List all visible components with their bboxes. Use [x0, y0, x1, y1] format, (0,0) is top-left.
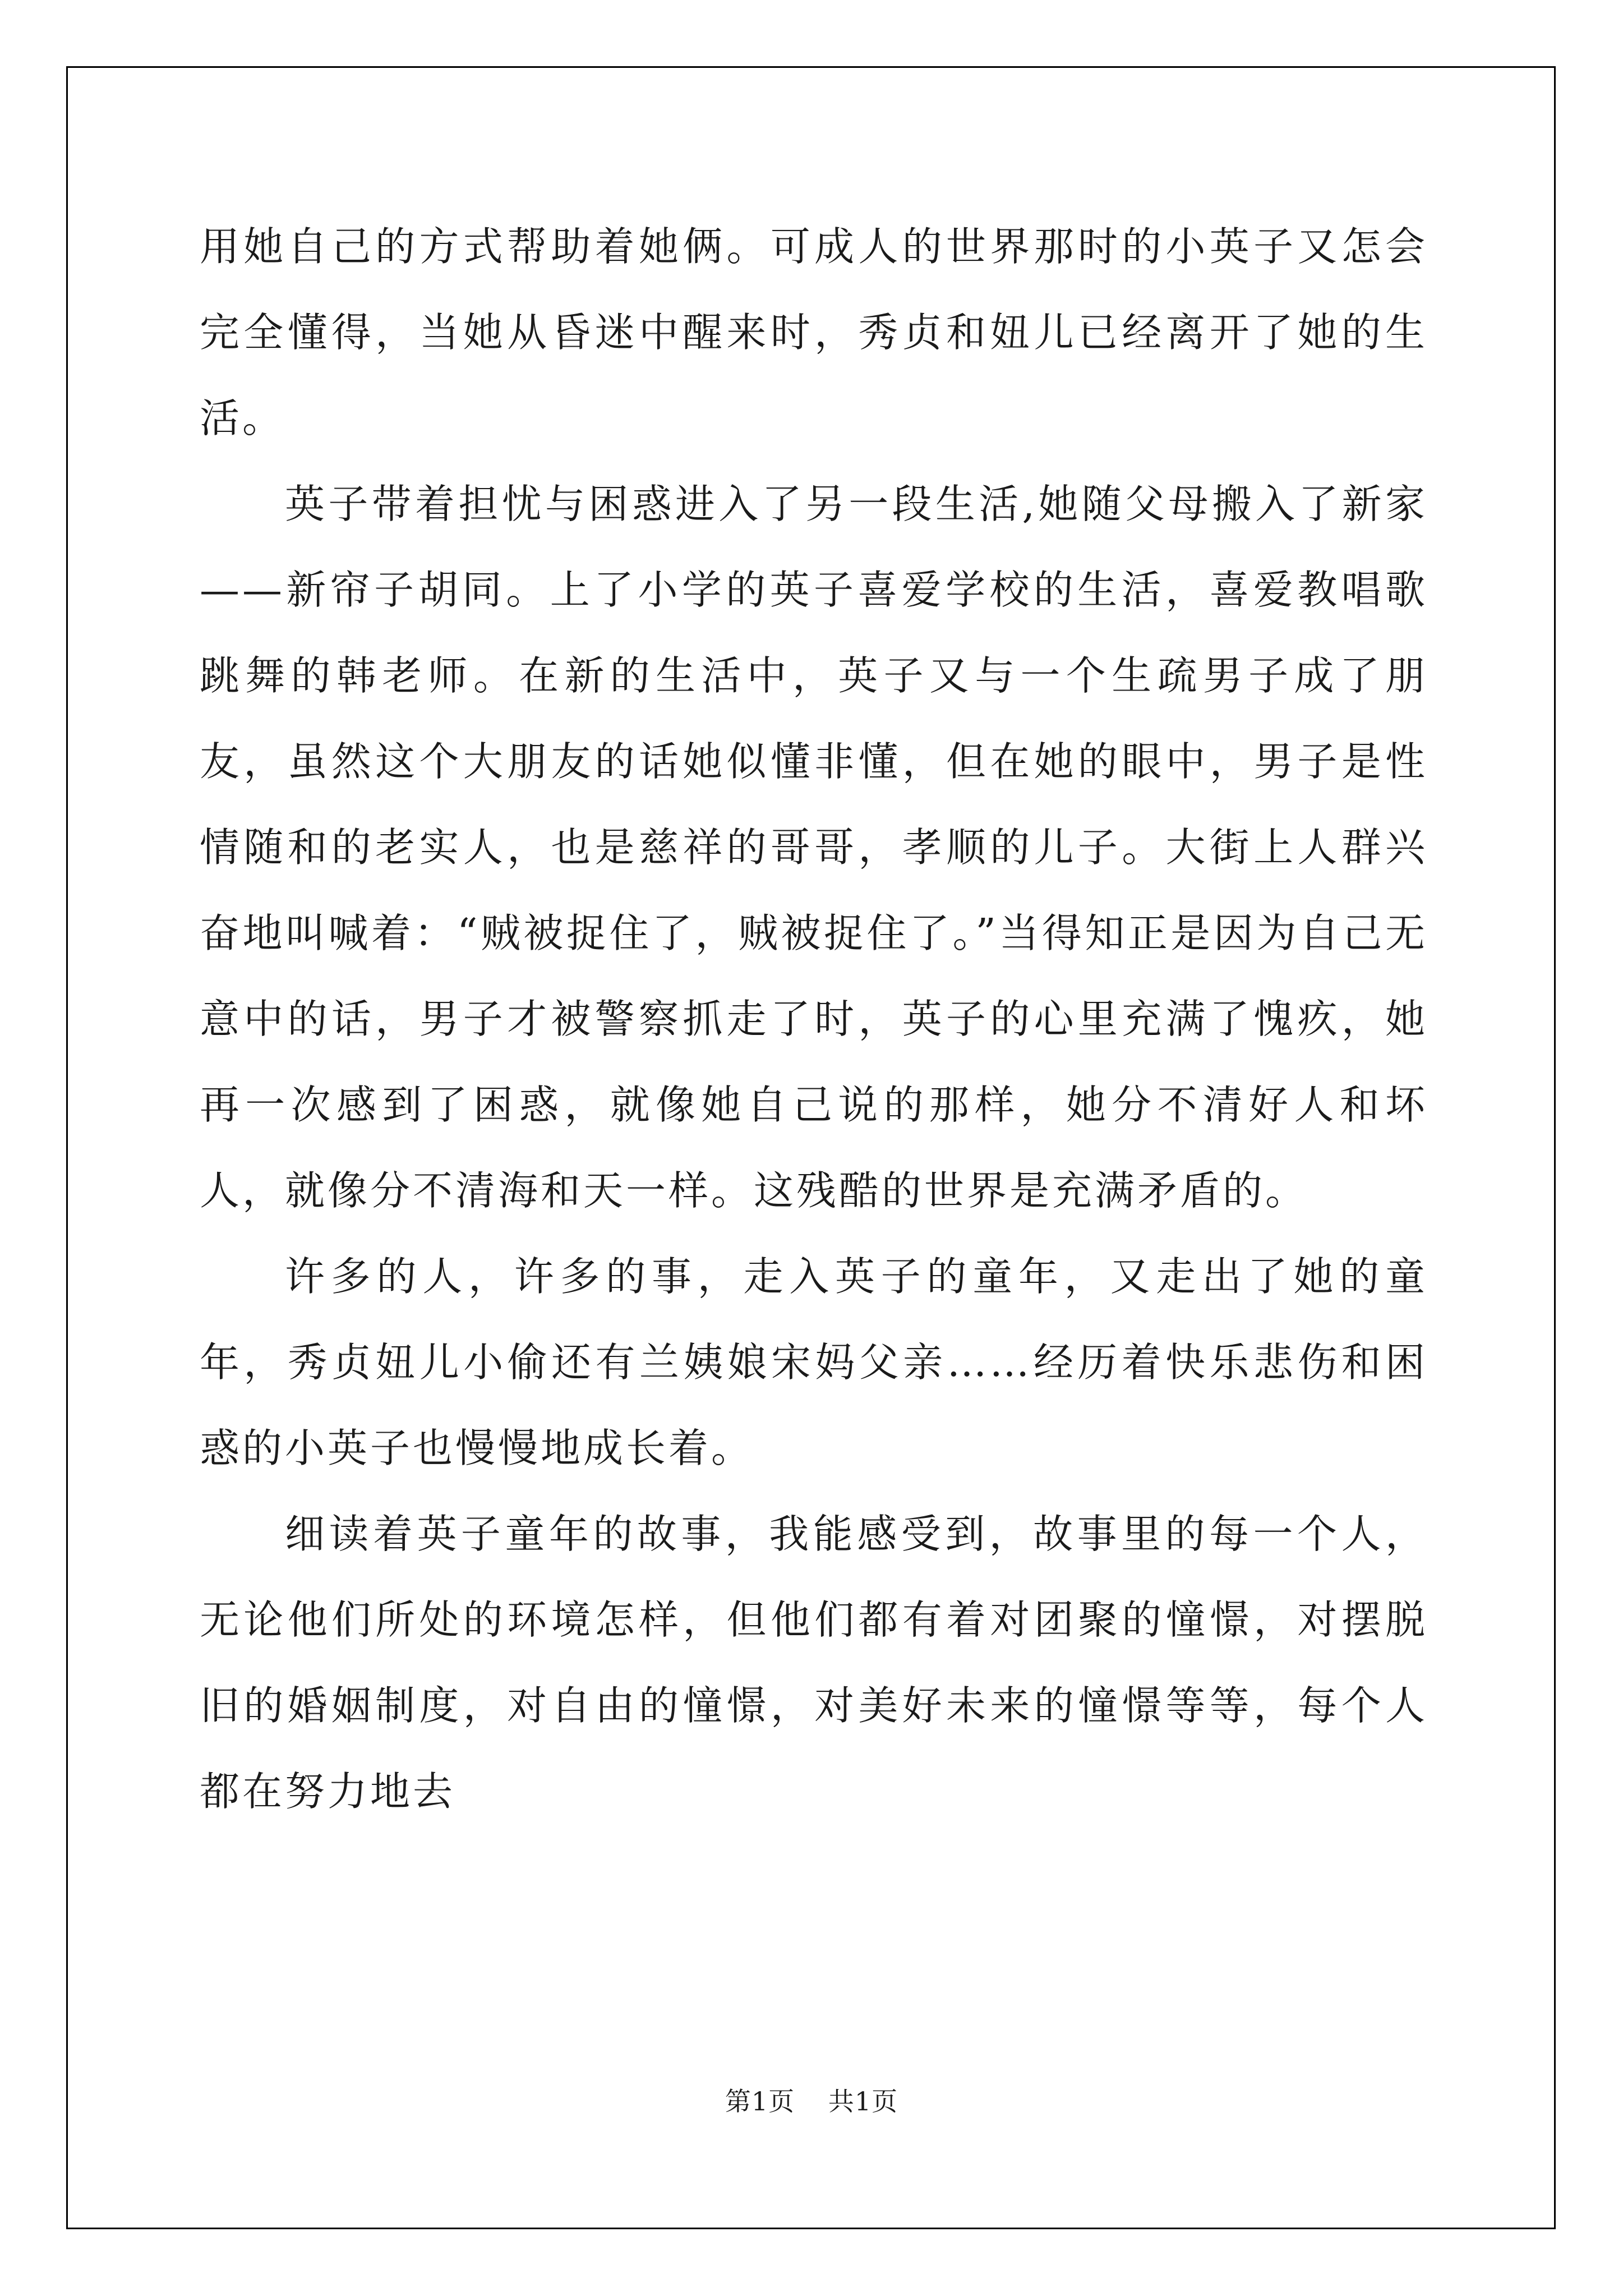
document-body — [200, 204, 1428, 1834]
paragraph-4: 细读着英子童年的故事，我能感受到，故事里的每一个人，无论他们所处的环境怎样，但他们都有着对团聚的憧憬，对摆脱旧的婚姻制度，对自由的憧憬，对美好未来的憧憬等等，每个人都在努力地去 — [200, 1511, 1428, 1815]
paragraph-1: 用她自己的方式帮助着她俩。可成人的世界那时的小英子又怎会完全懂得，当她从昏迷中醒来时，秀贞和妞儿已经离开了她的生活。 — [200, 223, 1428, 441]
paragraph-3: 许多的人，许多的事，走入英子的童年，又走出了她的童年，秀贞妞儿小偷还有兰姨娘宋妈父亲……经历着快乐悲伤和困惑的小英子也慢慢地成长着。 — [200, 1253, 1428, 1471]
paragraph-2: 英子带着担忧与困惑进入了另一段生活,她随父母搬入了新家——新帘子胡同。上了小学的英子喜爱学校的生活，喜爱教唱歌跳舞的韩老师。在新的生活中，英子又与一个生疏男子成了朋友，虽然这个大朋友的话她似懂非懂，但在她的眼中，男子是性情随和的老实人，也是慈祥的哥哥，孝顺的儿子。大街上人群兴奋地叫喊着：“贼被捉住了，贼被捉住了。”当得知正是因为自己无意中的话，男子才被警察抓走了时，英子的心里充满了愧疚，她再一次感到了困惑，就像她自己说的那样，她分不清好人和坏人，就像分不清海和天一样。这残酷的世界是充满矛盾的。 — [200, 481, 1428, 1214]
page-total-label: 共1页 — [828, 2086, 898, 2116]
page-footer — [0, 2081, 1623, 2118]
page-number-label: 第1页 — [725, 2086, 795, 2116]
